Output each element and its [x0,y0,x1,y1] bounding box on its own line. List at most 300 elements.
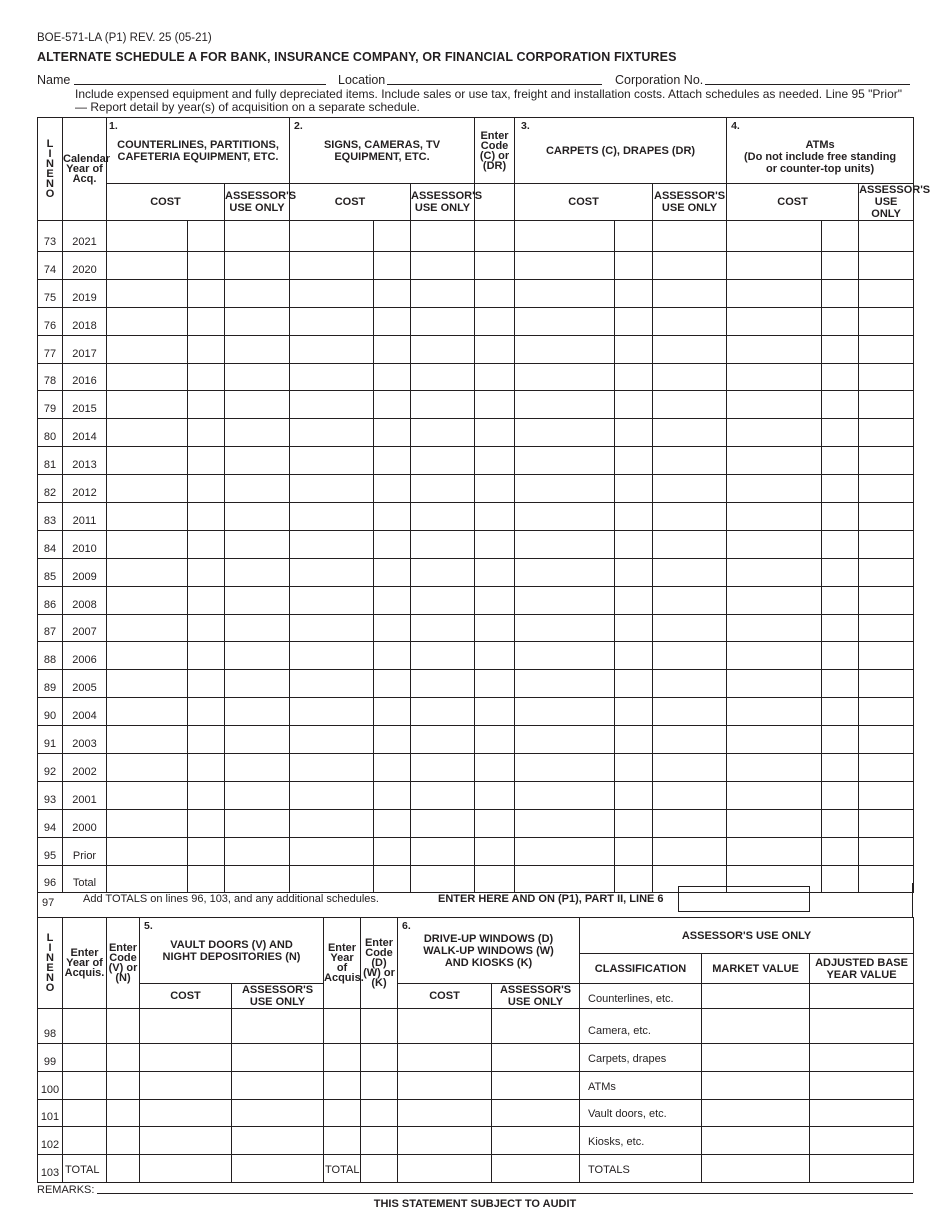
col4-cost-b-cell[interactable] [822,475,859,503]
col4-cost-a-cell[interactable] [727,614,822,642]
col6-assessor-cell[interactable] [492,1071,580,1099]
col4-assessor-cell[interactable] [859,726,914,754]
col3-code-cell[interactable] [475,475,515,503]
col4-cost-b-cell[interactable] [822,363,859,391]
col2-cost-b-cell[interactable] [374,809,411,837]
col1-cost-b-cell[interactable] [188,307,225,335]
col4-cost-b-cell[interactable] [822,809,859,837]
col2-cost-a-cell[interactable] [290,335,374,363]
col2-cost-b-cell[interactable] [374,447,411,475]
col2-cost-b-cell[interactable] [374,419,411,447]
col3-cost-b-cell[interactable] [615,586,653,614]
col4-assessor-cell[interactable] [859,781,914,809]
adjusted-value-cell[interactable] [810,1127,914,1155]
col4-assessor-cell[interactable] [859,530,914,558]
col1-cost-a-cell[interactable] [107,475,188,503]
col3-assessor-cell[interactable] [653,279,727,307]
col1-assessor-cell[interactable] [225,335,290,363]
col3-code-cell[interactable] [475,809,515,837]
adjusted-value-cell[interactable] [810,1071,914,1099]
col6-assessor-cell[interactable] [492,1099,580,1127]
col1-assessor-cell[interactable] [225,809,290,837]
col1-cost-b-cell[interactable] [188,279,225,307]
col1-assessor-cell[interactable] [225,614,290,642]
col2-cost-b-cell[interactable] [374,670,411,698]
col1-assessor-cell[interactable] [225,837,290,865]
market-value-cell[interactable] [702,1009,810,1044]
col2-cost-a-cell[interactable] [290,475,374,503]
year6-cell[interactable] [324,1127,361,1155]
col3-cost-b-cell[interactable] [615,558,653,586]
col3-assessor-cell[interactable] [653,781,727,809]
col2-cost-a-cell[interactable] [290,809,374,837]
col3-assessor-cell[interactable] [653,558,727,586]
col5-assessor-cell[interactable] [232,1009,324,1044]
col5-cost-cell[interactable] [140,1099,232,1127]
col4-cost-a-cell[interactable] [727,419,822,447]
col1-cost-a-cell[interactable] [107,391,188,419]
col1-cost-b-cell[interactable] [188,503,225,531]
col5-cost-cell[interactable] [140,1044,232,1072]
col3-code-cell[interactable] [475,419,515,447]
col3-cost-b-cell[interactable] [615,307,653,335]
col3-cost-b-cell[interactable] [615,614,653,642]
col3-cost-a-cell[interactable] [515,307,615,335]
col2-cost-a-cell[interactable] [290,307,374,335]
col6-cost-cell[interactable] [398,1155,492,1183]
code6-cell[interactable] [361,1127,398,1155]
col3-cost-b-cell[interactable] [615,252,653,280]
col4-cost-b-cell[interactable] [822,279,859,307]
col2-cost-a-cell[interactable] [290,698,374,726]
col1-cost-a-cell[interactable] [107,221,188,252]
code5-cell[interactable] [107,1155,140,1183]
remarks-field[interactable] [97,1193,913,1194]
col4-assessor-cell[interactable] [859,419,914,447]
col2-assessor-cell[interactable] [411,503,475,531]
col3-code-cell[interactable] [475,447,515,475]
col2-cost-b-cell[interactable] [374,781,411,809]
col4-cost-a-cell[interactable] [727,503,822,531]
code5-cell[interactable] [107,1071,140,1099]
col2-assessor-cell[interactable] [411,837,475,865]
col2-assessor-cell[interactable] [411,809,475,837]
col2-assessor-cell[interactable] [411,307,475,335]
col1-cost-a-cell[interactable] [107,363,188,391]
col4-cost-b-cell[interactable] [822,558,859,586]
col4-assessor-cell[interactable] [859,475,914,503]
col4-cost-b-cell[interactable] [822,221,859,252]
col2-cost-a-cell[interactable] [290,252,374,280]
col3-cost-b-cell[interactable] [615,335,653,363]
col6-cost-cell[interactable] [398,1099,492,1127]
col1-cost-a-cell[interactable] [107,252,188,280]
col4-cost-a-cell[interactable] [727,586,822,614]
col2-cost-a-cell[interactable] [290,503,374,531]
col3-cost-b-cell[interactable] [615,503,653,531]
col1-assessor-cell[interactable] [225,419,290,447]
market-value-cell[interactable] [702,1155,810,1183]
col3-assessor-cell[interactable] [653,475,727,503]
col3-cost-a-cell[interactable] [515,670,615,698]
col2-cost-a-cell[interactable] [290,642,374,670]
code6-cell[interactable] [361,1155,398,1183]
col4-cost-b-cell[interactable] [822,419,859,447]
col1-cost-a-cell[interactable] [107,558,188,586]
col6-assessor-cell[interactable] [492,1009,580,1044]
col1-assessor-cell[interactable] [225,475,290,503]
col2-cost-a-cell[interactable] [290,447,374,475]
col2-cost-a-cell[interactable] [290,837,374,865]
year6-cell[interactable] [324,1099,361,1127]
col2-cost-b-cell[interactable] [374,558,411,586]
col3-cost-b-cell[interactable] [615,781,653,809]
year5-cell[interactable] [63,1071,107,1099]
col4-cost-a-cell[interactable] [727,530,822,558]
col1-assessor-cell[interactable] [225,698,290,726]
col3-code-cell[interactable] [475,670,515,698]
col2-cost-b-cell[interactable] [374,614,411,642]
col1-cost-b-cell[interactable] [188,754,225,782]
col2-cost-b-cell[interactable] [374,698,411,726]
code5-cell[interactable] [107,1099,140,1127]
col3-cost-b-cell[interactable] [615,530,653,558]
col1-cost-a-cell[interactable] [107,754,188,782]
col3-code-cell[interactable] [475,363,515,391]
col2-assessor-cell[interactable] [411,614,475,642]
col3-cost-a-cell[interactable] [515,475,615,503]
col2-cost-a-cell[interactable] [290,754,374,782]
col1-cost-a-cell[interactable] [107,586,188,614]
col1-cost-b-cell[interactable] [188,642,225,670]
col4-assessor-cell[interactable] [859,586,914,614]
col2-cost-a-cell[interactable] [290,419,374,447]
col5-cost-cell[interactable] [140,1009,232,1044]
col4-assessor-cell[interactable] [859,252,914,280]
col3-cost-a-cell[interactable] [515,503,615,531]
code5-cell[interactable] [107,1127,140,1155]
code6-cell[interactable] [361,1071,398,1099]
market-value-cell[interactable] [702,1044,810,1072]
col1-cost-b-cell[interactable] [188,335,225,363]
col1-assessor-cell[interactable] [225,279,290,307]
col3-assessor-cell[interactable] [653,726,727,754]
col1-cost-b-cell[interactable] [188,221,225,252]
year5-cell[interactable] [63,1044,107,1072]
col4-assessor-cell[interactable] [859,335,914,363]
col2-cost-b-cell[interactable] [374,475,411,503]
col1-cost-a-cell[interactable] [107,837,188,865]
col3-cost-a-cell[interactable] [515,698,615,726]
col2-cost-b-cell[interactable] [374,754,411,782]
col1-cost-b-cell[interactable] [188,726,225,754]
col1-assessor-cell[interactable] [225,726,290,754]
col4-cost-a-cell[interactable] [727,670,822,698]
col3-code-cell[interactable] [475,642,515,670]
col5-assessor-cell[interactable] [232,1071,324,1099]
col6-cost-cell[interactable] [398,1009,492,1044]
col3-code-cell[interactable] [475,586,515,614]
col3-assessor-cell[interactable] [653,307,727,335]
col2-cost-b-cell[interactable] [374,221,411,252]
col2-cost-b-cell[interactable] [374,363,411,391]
col3-cost-a-cell[interactable] [515,754,615,782]
col2-cost-a-cell[interactable] [290,614,374,642]
col2-assessor-cell[interactable] [411,419,475,447]
col6-assessor-cell[interactable] [492,1155,580,1183]
col4-cost-a-cell[interactable] [727,726,822,754]
col1-cost-b-cell[interactable] [188,475,225,503]
col3-cost-a-cell[interactable] [515,391,615,419]
col3-cost-a-cell[interactable] [515,586,615,614]
col2-cost-b-cell[interactable] [374,307,411,335]
col3-cost-a-cell[interactable] [515,252,615,280]
col4-assessor-cell[interactable] [859,363,914,391]
year5-cell[interactable] [63,1099,107,1127]
col2-assessor-cell[interactable] [411,363,475,391]
col4-cost-b-cell[interactable] [822,586,859,614]
col1-cost-a-cell[interactable] [107,726,188,754]
col4-assessor-cell[interactable] [859,809,914,837]
col1-assessor-cell[interactable] [225,754,290,782]
col1-cost-b-cell[interactable] [188,391,225,419]
col4-cost-a-cell[interactable] [727,252,822,280]
col3-cost-a-cell[interactable] [515,279,615,307]
col4-cost-b-cell[interactable] [822,391,859,419]
col3-code-cell[interactable] [475,252,515,280]
col2-assessor-cell[interactable] [411,391,475,419]
col3-assessor-cell[interactable] [653,586,727,614]
col5-cost-cell[interactable] [140,1071,232,1099]
col4-cost-a-cell[interactable] [727,558,822,586]
adjusted-value-cell[interactable] [810,1044,914,1072]
col6-cost-cell[interactable] [398,1071,492,1099]
col2-cost-b-cell[interactable] [374,391,411,419]
col3-cost-b-cell[interactable] [615,279,653,307]
col3-cost-a-cell[interactable] [515,614,615,642]
col2-cost-a-cell[interactable] [290,221,374,252]
col5-assessor-cell[interactable] [232,1127,324,1155]
col2-cost-a-cell[interactable] [290,670,374,698]
col3-cost-a-cell[interactable] [515,558,615,586]
col4-assessor-cell[interactable] [859,837,914,865]
col3-cost-b-cell[interactable] [615,726,653,754]
col4-cost-a-cell[interactable] [727,307,822,335]
col4-cost-b-cell[interactable] [822,670,859,698]
col3-cost-b-cell[interactable] [615,809,653,837]
col2-cost-a-cell[interactable] [290,781,374,809]
col1-cost-b-cell[interactable] [188,614,225,642]
col3-code-cell[interactable] [475,614,515,642]
col3-assessor-cell[interactable] [653,221,727,252]
col3-assessor-cell[interactable] [653,419,727,447]
col4-cost-b-cell[interactable] [822,754,859,782]
market-value-cell[interactable] [702,984,810,1009]
col3-code-cell[interactable] [475,781,515,809]
corp-number-field[interactable] [705,73,910,85]
col4-cost-a-cell[interactable] [727,447,822,475]
col1-cost-a-cell[interactable] [107,335,188,363]
col1-assessor-cell[interactable] [225,221,290,252]
col1-assessor-cell[interactable] [225,447,290,475]
col2-cost-b-cell[interactable] [374,503,411,531]
col1-cost-b-cell[interactable] [188,809,225,837]
col1-assessor-cell[interactable] [225,363,290,391]
col2-assessor-cell[interactable] [411,335,475,363]
col3-assessor-cell[interactable] [653,530,727,558]
col3-cost-a-cell[interactable] [515,363,615,391]
col4-assessor-cell[interactable] [859,614,914,642]
col3-code-cell[interactable] [475,335,515,363]
code6-cell[interactable] [361,1099,398,1127]
col2-cost-b-cell[interactable] [374,252,411,280]
col3-assessor-cell[interactable] [653,614,727,642]
col1-cost-b-cell[interactable] [188,419,225,447]
col4-cost-a-cell[interactable] [727,363,822,391]
col4-assessor-cell[interactable] [859,391,914,419]
col6-assessor-cell[interactable] [492,1044,580,1072]
col1-cost-a-cell[interactable] [107,419,188,447]
col3-code-cell[interactable] [475,837,515,865]
col1-cost-a-cell[interactable] [107,503,188,531]
col3-cost-a-cell[interactable] [515,642,615,670]
col2-cost-a-cell[interactable] [290,391,374,419]
col3-assessor-cell[interactable] [653,335,727,363]
code5-cell[interactable] [107,1009,140,1044]
col4-cost-a-cell[interactable] [727,279,822,307]
col2-cost-b-cell[interactable] [374,335,411,363]
col3-cost-b-cell[interactable] [615,670,653,698]
col2-assessor-cell[interactable] [411,530,475,558]
col4-cost-a-cell[interactable] [727,781,822,809]
col3-code-cell[interactable] [475,754,515,782]
col2-assessor-cell[interactable] [411,447,475,475]
col1-cost-a-cell[interactable] [107,809,188,837]
col1-cost-a-cell[interactable] [107,447,188,475]
col4-assessor-cell[interactable] [859,670,914,698]
col2-cost-b-cell[interactable] [374,530,411,558]
col4-cost-a-cell[interactable] [727,221,822,252]
col2-cost-b-cell[interactable] [374,279,411,307]
code6-cell[interactable] [361,1044,398,1072]
year5-cell[interactable] [63,1009,107,1044]
col3-cost-b-cell[interactable] [615,221,653,252]
col5-assessor-cell[interactable] [232,1099,324,1127]
col2-assessor-cell[interactable] [411,475,475,503]
col4-assessor-cell[interactable] [859,503,914,531]
year6-cell[interactable] [324,1071,361,1099]
col1-assessor-cell[interactable] [225,503,290,531]
col1-cost-a-cell[interactable] [107,698,188,726]
col3-assessor-cell[interactable] [653,363,727,391]
adjusted-value-cell[interactable] [810,984,914,1009]
col4-cost-a-cell[interactable] [727,391,822,419]
col2-cost-b-cell[interactable] [374,837,411,865]
col2-cost-a-cell[interactable] [290,530,374,558]
adjusted-value-cell[interactable] [810,1009,914,1044]
market-value-cell[interactable] [702,1099,810,1127]
col3-cost-a-cell[interactable] [515,221,615,252]
col1-cost-a-cell[interactable] [107,614,188,642]
col2-cost-a-cell[interactable] [290,279,374,307]
col3-cost-a-cell[interactable] [515,837,615,865]
col1-assessor-cell[interactable] [225,252,290,280]
col1-cost-a-cell[interactable] [107,307,188,335]
col3-cost-b-cell[interactable] [615,698,653,726]
col3-assessor-cell[interactable] [653,670,727,698]
col2-cost-b-cell[interactable] [374,586,411,614]
col2-cost-b-cell[interactable] [374,642,411,670]
col2-assessor-cell[interactable] [411,754,475,782]
col4-assessor-cell[interactable] [859,447,914,475]
col3-assessor-cell[interactable] [653,447,727,475]
col3-code-cell[interactable] [475,726,515,754]
col4-cost-a-cell[interactable] [727,754,822,782]
col1-assessor-cell[interactable] [225,642,290,670]
col3-assessor-cell[interactable] [653,642,727,670]
col1-cost-b-cell[interactable] [188,837,225,865]
col3-cost-b-cell[interactable] [615,447,653,475]
col2-cost-a-cell[interactable] [290,558,374,586]
col4-cost-b-cell[interactable] [822,781,859,809]
col5-assessor-cell[interactable] [232,1155,324,1183]
name-field[interactable] [74,73,326,85]
col2-assessor-cell[interactable] [411,279,475,307]
col3-cost-a-cell[interactable] [515,419,615,447]
col3-assessor-cell[interactable] [653,391,727,419]
col3-assessor-cell[interactable] [653,252,727,280]
col4-assessor-cell[interactable] [859,221,914,252]
col3-cost-a-cell[interactable] [515,726,615,754]
col3-cost-a-cell[interactable] [515,335,615,363]
col4-cost-b-cell[interactable] [822,447,859,475]
col1-cost-b-cell[interactable] [188,698,225,726]
col1-cost-b-cell[interactable] [188,447,225,475]
col2-cost-a-cell[interactable] [290,363,374,391]
col4-cost-a-cell[interactable] [727,698,822,726]
col3-cost-b-cell[interactable] [615,419,653,447]
col1-cost-b-cell[interactable] [188,252,225,280]
col3-code-cell[interactable] [475,279,515,307]
col3-cost-a-cell[interactable] [515,447,615,475]
col1-assessor-cell[interactable] [225,670,290,698]
col5-cost-cell[interactable] [140,1127,232,1155]
col2-assessor-cell[interactable] [411,726,475,754]
col1-cost-b-cell[interactable] [188,558,225,586]
col3-assessor-cell[interactable] [653,698,727,726]
col4-cost-a-cell[interactable] [727,809,822,837]
col6-cost-cell[interactable] [398,1044,492,1072]
col3-code-cell[interactable] [475,558,515,586]
col6-cost-cell[interactable] [398,1127,492,1155]
col6-assessor-cell[interactable] [492,1127,580,1155]
col3-assessor-cell[interactable] [653,809,727,837]
col2-assessor-cell[interactable] [411,558,475,586]
col1-assessor-cell[interactable] [225,530,290,558]
code5-cell[interactable] [107,1044,140,1072]
col4-cost-b-cell[interactable] [822,642,859,670]
col3-assessor-cell[interactable] [653,837,727,865]
col2-assessor-cell[interactable] [411,781,475,809]
col4-cost-b-cell[interactable] [822,698,859,726]
col2-assessor-cell[interactable] [411,698,475,726]
col3-cost-b-cell[interactable] [615,754,653,782]
col1-cost-b-cell[interactable] [188,670,225,698]
col3-code-cell[interactable] [475,221,515,252]
year6-cell[interactable] [324,1044,361,1072]
col1-assessor-cell[interactable] [225,586,290,614]
adjusted-value-cell[interactable] [810,1155,914,1183]
